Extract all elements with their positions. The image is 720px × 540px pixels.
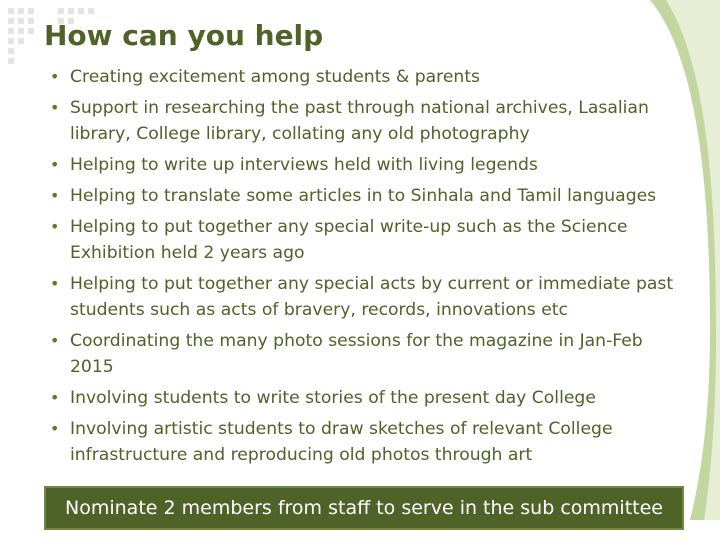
list-item [44, 328, 684, 380]
bullet-icon: • [50, 388, 60, 407]
bullet-text: Helping to translate some articles in to Sinhala and Tamil languages [70, 186, 657, 206]
bullet-icon: • [50, 217, 60, 236]
list-item [44, 416, 684, 468]
bullet-icon: • [50, 419, 60, 438]
list-item [44, 64, 684, 90]
bullet-icon: • [50, 331, 60, 350]
list-item [44, 183, 684, 209]
bullet-icon: • [50, 155, 60, 174]
bullet-text: Helping to put together any special write-up such as the Science Exhibition held 2 years ago [70, 217, 628, 263]
bullet-text: Involving students to write stories of the present day College [70, 388, 596, 408]
bullet-text: Helping to write up interviews held with living legends [70, 155, 538, 175]
bullet-text: Coordinating the many photo sessions for the magazine in Jan-Feb 2015 [70, 331, 643, 377]
call-to-action-banner: Nominate 2 members from staff to serve in the sub committee [44, 486, 684, 530]
bullet-icon: • [50, 98, 60, 117]
list-item [44, 95, 684, 147]
bullet-icon: • [50, 67, 60, 86]
bullet-icon: • [50, 186, 60, 205]
bullet-text: Helping to put together any special acts by current or immediate past students such as acts of bravery, records, innovations etc [70, 274, 674, 320]
bullet-text: Creating excitement among students & parents [70, 67, 481, 87]
page-title: How can you help [44, 19, 324, 52]
bullet-text: Involving artistic students to draw sketches of relevant College infrastructure and reproducing old photos through art [70, 419, 613, 465]
list-item [44, 271, 684, 323]
bullet-icon: • [50, 274, 60, 293]
list-item [44, 214, 684, 266]
bullet-list [44, 64, 684, 473]
list-item [44, 152, 684, 178]
list-item [44, 385, 684, 411]
bullet-text: Support in researching the past through national archives, Lasalian library, College library, collating any old photography [70, 98, 649, 144]
